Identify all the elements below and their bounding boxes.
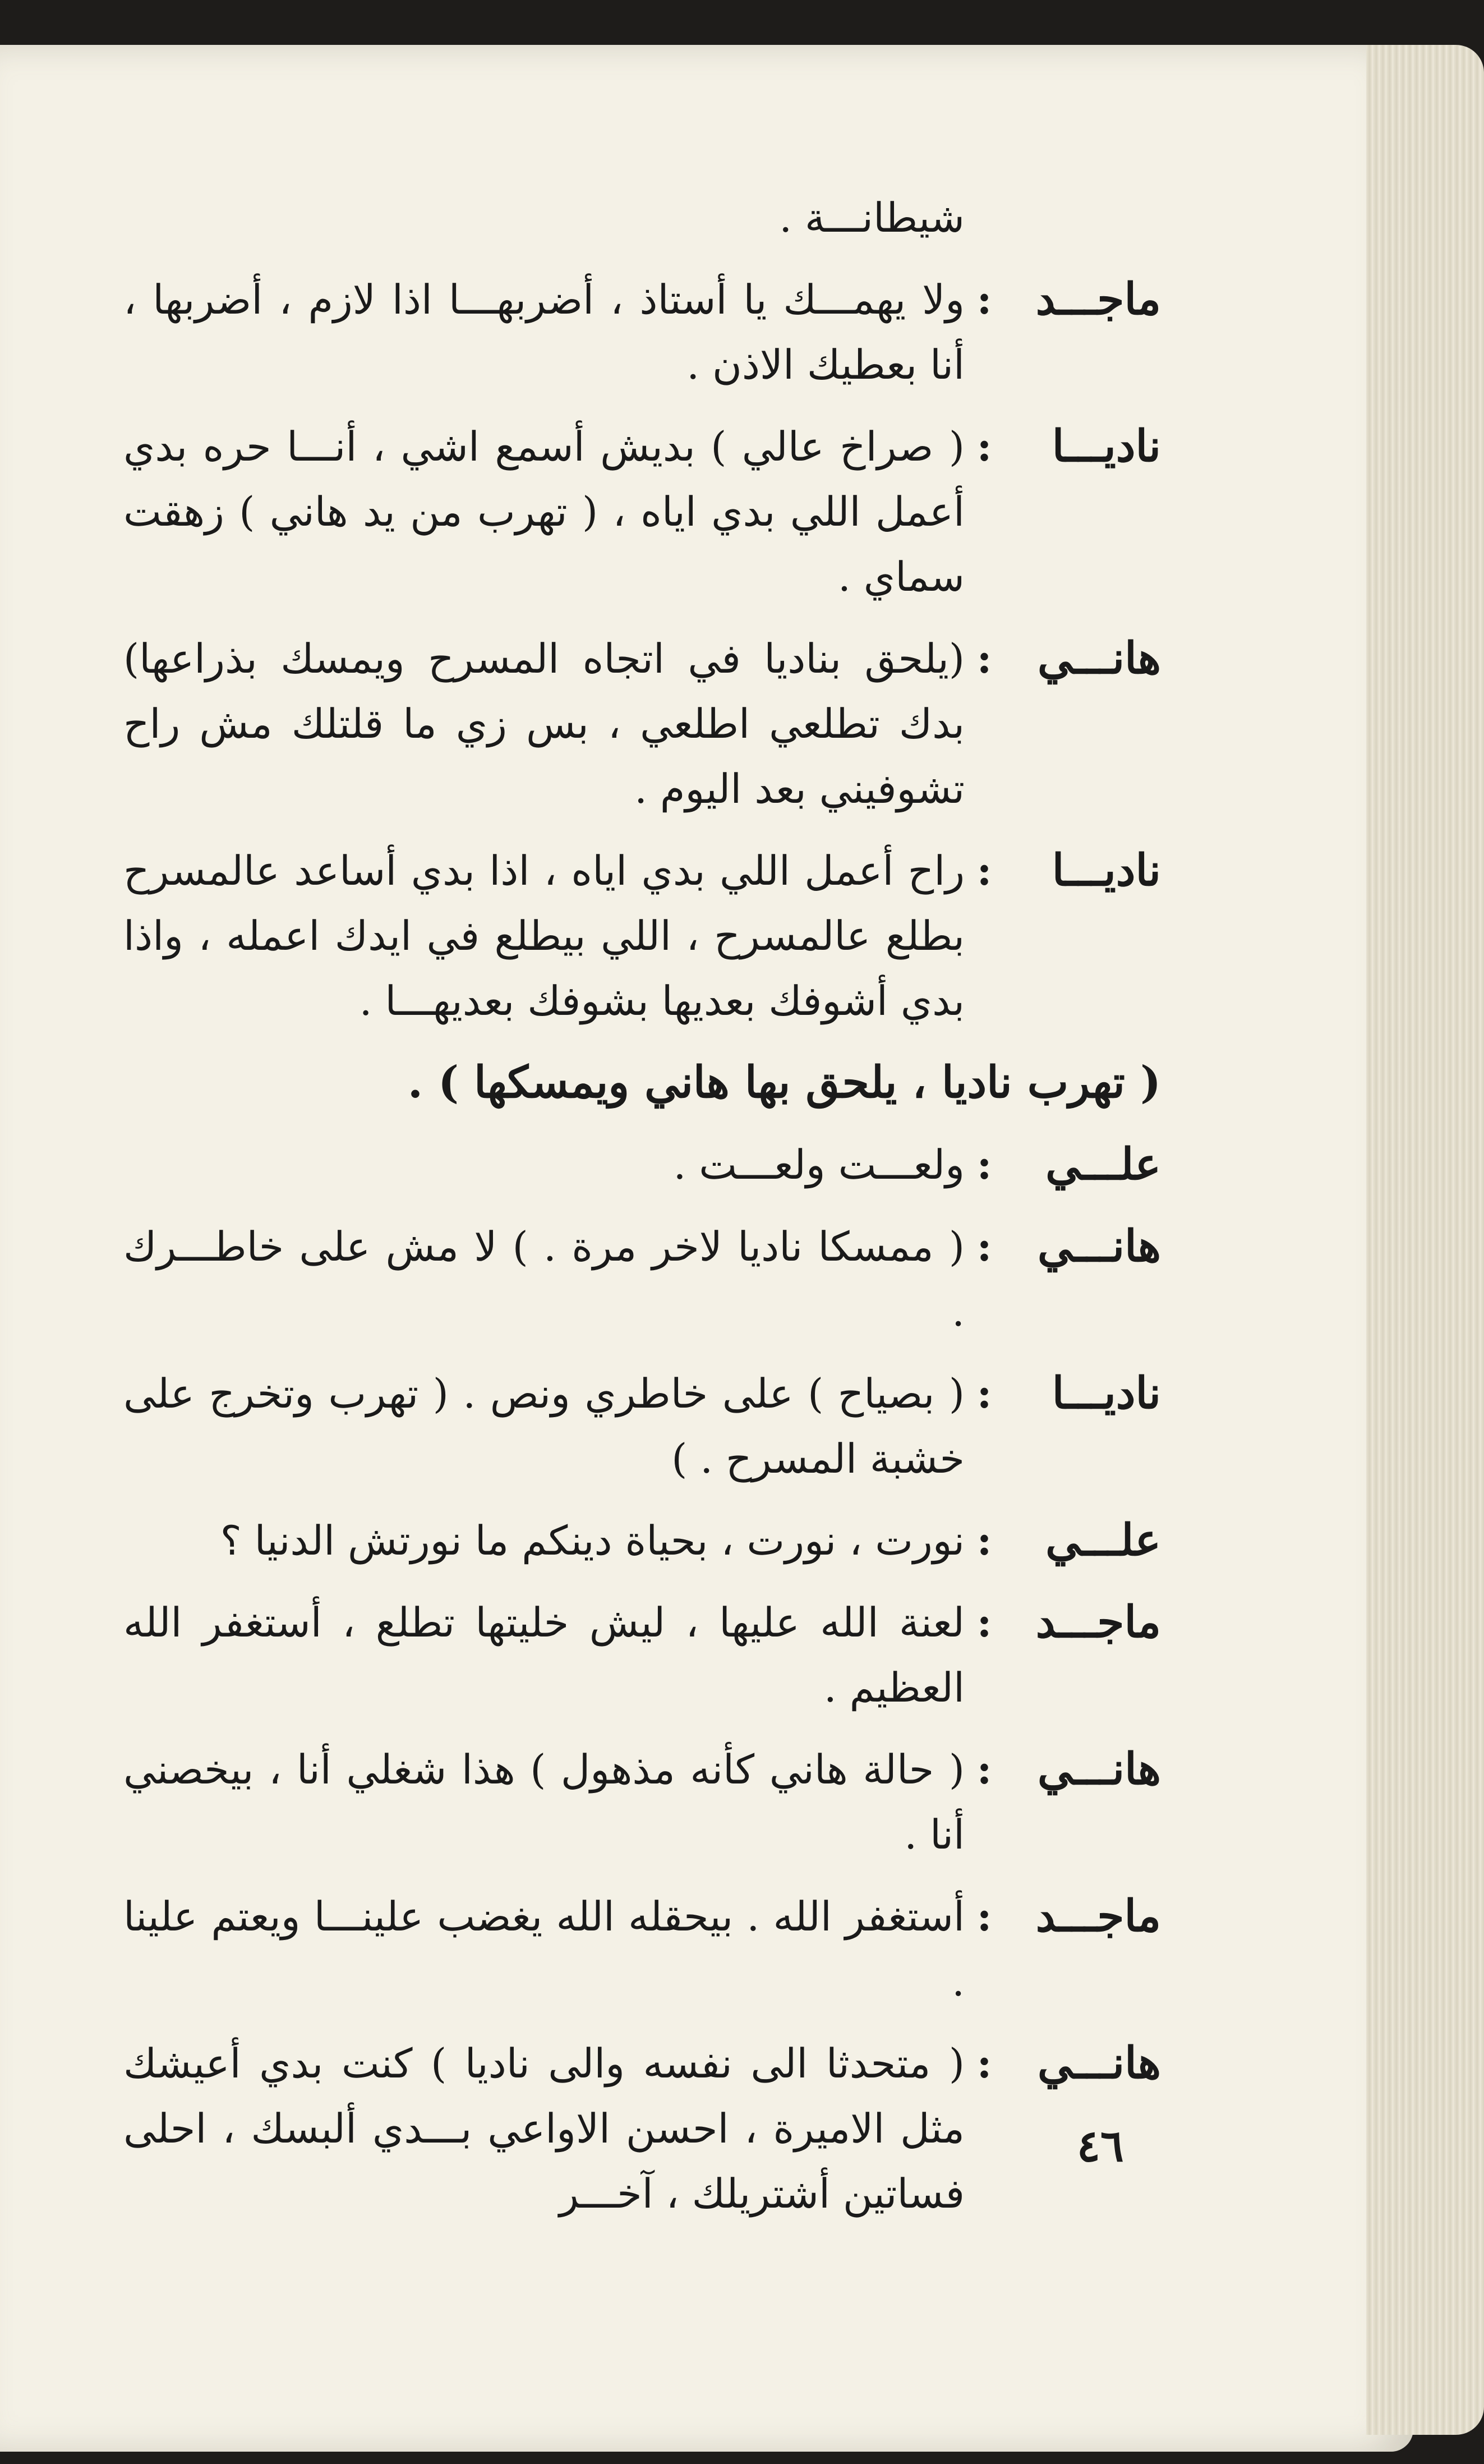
speech-text: ( متحدثا الى نفسه والى ناديا ) كنت بدي أعيشك مثل الاميرة ، احسن الاواعي بـــدي ألبسك ، احلى فساتين أشتريلك ، آخـــر [123,2040,965,2217]
speech-text: نورت ، نورت ، بحياة دينكم ما نورتش الدنيا ؟ [220,1517,965,1564]
colon: : [976,1892,992,1940]
stage-direction: ( تهرب ناديا ، يلحق بها هاني ويمسكها ) . [407,1057,1161,1108]
speaker-name: هانـــي [1037,1744,1161,1795]
colon: : [976,1222,992,1270]
dialogue-entry [123,1590,1161,1720]
dialogue-entry [123,838,1161,1033]
speech-text: ( ممسكا ناديا لاخر مرة . ) لا مش على خاطـــرك . [123,1223,965,1335]
page-edge [1366,45,1484,2435]
colon: : [976,847,992,894]
speaker-name: ناديـــا [1052,1368,1161,1419]
continuation-line: شيطانـــة . [779,194,965,241]
speech-text: راح أعمل اللي بدي اياه ، اذا بدي أساعد عالمسرح بطلع عالمسرح ، اللي بيطلع في ايدك اعمله ، واذا بدي أشوفك بعديها بشوفك بعديهـــا . [123,847,965,1024]
colon: : [976,2039,992,2087]
dialogue-entry [123,1508,1161,1573]
speaker-name: علـــي [1045,1515,1161,1566]
speaker-name: ناديـــا [1052,845,1161,896]
colon: : [976,635,992,682]
dialogue-entry [123,2031,1161,2226]
page-number: ٤٦ [1077,2121,1124,2172]
speaker-name: ماجـــد [1035,1891,1161,1942]
dialogue-entry [123,267,1161,397]
dialogue-entry [123,1214,1161,1344]
speaker-name: هانـــي [1037,1221,1161,1272]
colon: : [976,1141,992,1188]
dialogue-entry [123,1132,1161,1197]
speaker-name: ماجـــد [1035,1597,1161,1648]
speaker-name: هانـــي [1037,2038,1161,2089]
script-text [123,185,1161,2243]
speech-text: ولا يهمـــك يا أستاذ ، أضربهـــا اذا لازم ، أضربها ، أنا بعطيك الاذن . [123,276,965,388]
speech-text: لعنة الله عليها ، ليش خليتها تطلع ، أستغفر الله العظيم . [123,1599,965,1711]
colon: : [976,1745,992,1793]
speech-text: ( بصياح ) على خاطري ونص . ( تهرب وتخرج على خشبة المسرح . ) [123,1370,965,1482]
speech-text: ( حالة هاني كأنه مذهول ) هذا شغلي أنا ، بيخصني أنا . [123,1746,965,1858]
dialogue-entry [123,414,1161,609]
speaker-name: ناديـــا [1052,421,1161,472]
dialogue-entry [123,626,1161,821]
speech-text: (يلحق بناديا في اتجاه المسرح ويمسك بذراعها) بدك تطلعي اطلعي ، بس زي ما قلتلك مش راح تشوفيني بعد اليوم . [123,635,965,812]
colon: : [976,1598,992,1646]
speaker-name: هانـــي [1037,633,1161,684]
colon: : [976,1516,992,1564]
speech-text: ولعـــت ولعـــت . [673,1141,965,1188]
dialogue-entry [123,1737,1161,1867]
dialogue-entry [123,1361,1161,1491]
speaker-name: ماجـــد [1035,274,1161,325]
colon: : [976,1369,992,1417]
colon: : [976,275,992,323]
colon: : [976,422,992,470]
speech-text: أستغفر الله . بيحقله الله يغضب علينـــا ويعتم علينا . [123,1893,965,2005]
speech-text: ( صراخ عالي ) بديش أسمع اشي ، أنـــا حره بدي أعمل اللي بدي اياه ، ( تهرب من يد هاني ) زهقت سماي . [123,423,965,600]
speaker-name: علـــي [1045,1139,1161,1190]
dialogue-entry [123,1884,1161,2014]
